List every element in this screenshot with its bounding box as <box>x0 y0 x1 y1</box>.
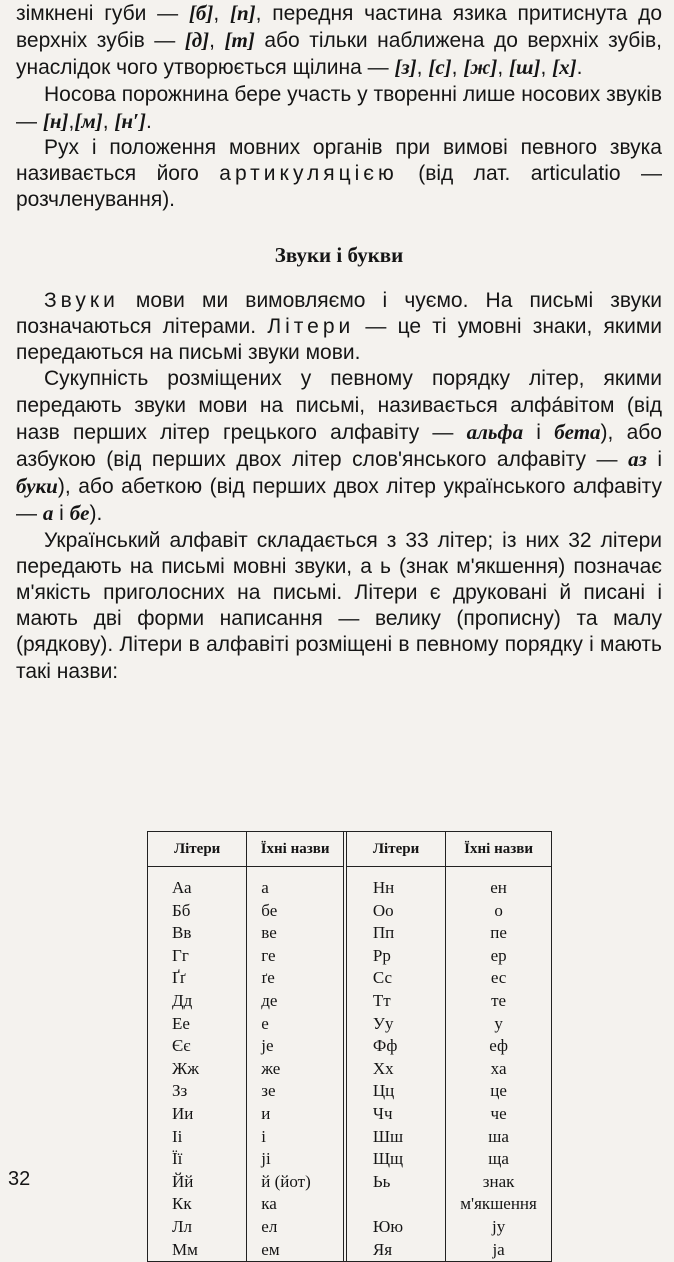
letter-cell: Кк <box>172 1194 192 1214</box>
italic-word: бета <box>554 419 601 444</box>
paragraph-alphabet-definition <box>16 366 662 527</box>
header-names: Їхні назви <box>247 832 345 867</box>
sound-symbol: [д] <box>184 28 210 53</box>
paragraph-nasal-sounds <box>16 82 662 135</box>
letter-cell: Ее <box>172 1013 190 1033</box>
name-cell: jа <box>446 1239 551 1262</box>
spaced-term: Літери <box>267 315 355 339</box>
name-cell: ха <box>446 1058 551 1081</box>
body-text <box>16 0 662 685</box>
sound-symbol: [с] <box>428 55 452 80</box>
name-cell: те <box>446 990 551 1013</box>
letter-cell: Дд <box>172 990 193 1010</box>
letter-cell: Тт <box>345 990 446 1013</box>
name-cell: ге <box>247 945 345 968</box>
text-run: або тільки наближена до верхніх зубів, унаслідок чого утворюється щілина — <box>16 29 662 80</box>
table-row <box>148 1148 551 1171</box>
name-cell: jу <box>446 1216 551 1239</box>
table-row <box>148 1103 551 1126</box>
name-cell: и <box>247 1103 345 1126</box>
sound-symbol: [н] <box>42 108 69 133</box>
name-cell: пе <box>446 922 551 945</box>
text-run: , <box>416 56 429 80</box>
table-row <box>148 1013 551 1036</box>
paragraph-ukrainian-alphabet: Український алфавіт складається з 33 літер; із них 32 літери передають на письмі мовні звуки, а ь (знак м'якшення) позначає м'якість приголосних на письмі. Літери є друковані й писані і мають дві форми написання — велику (прописну) та малу (рядкову). Літери в алфавіті розміщені в певному порядку і мають такі назви: <box>16 528 662 683</box>
name-cell: je <box>247 1035 345 1058</box>
section-heading: Звуки і букви <box>274 242 404 267</box>
text-run: , <box>68 109 75 133</box>
name-cell: бе <box>247 900 345 923</box>
text-run: , <box>102 109 115 133</box>
name-cell: й (йот) <box>247 1171 345 1194</box>
name-cell: і <box>247 1126 345 1149</box>
text-run: ), або азбукою (від перших двох літер слов'янського алфавіту — <box>16 420 662 472</box>
table-row <box>148 1035 551 1058</box>
text-run: мови ми вимовляємо і чуємо. На письмі звуки позначаються літерами. <box>16 288 662 339</box>
table-row <box>148 945 551 968</box>
letter-cell: Єє <box>172 1036 191 1056</box>
letter-cell: Сс <box>345 967 446 990</box>
sound-symbol: [б] <box>188 1 214 25</box>
italic-word: бе <box>69 501 90 526</box>
name-cell: е <box>247 1013 345 1036</box>
name-cell: ща <box>446 1148 551 1171</box>
table-row <box>148 1171 551 1194</box>
table-row <box>148 1126 551 1149</box>
name-cell: ен <box>446 867 551 900</box>
sound-symbol: [п] <box>229 1 256 25</box>
paragraph-sounds-letters <box>16 288 662 367</box>
text-run: Сукупність розміщених у певному порядку літер, якими передають звуки мови на письмі, називається алфа́вітом (від назв перших літер грецького алфавіту — <box>16 367 662 444</box>
italic-word: а <box>42 501 54 526</box>
sound-symbol: [н′] <box>114 108 146 133</box>
table-body <box>148 867 551 1262</box>
table-row <box>148 1080 551 1103</box>
italic-word: буки <box>16 474 58 499</box>
letter-cell: Гг <box>172 945 189 965</box>
letter-cell: Мм <box>172 1239 198 1259</box>
letter-cell: Йй <box>172 1171 194 1191</box>
name-cell: знак <box>446 1171 551 1194</box>
name-cell: еф <box>446 1035 551 1058</box>
letter-cell: Аа <box>172 878 192 897</box>
spaced-term: Звуки <box>44 288 119 312</box>
name-cell: ка <box>247 1193 345 1216</box>
italic-word: альфа <box>466 419 524 444</box>
table-row <box>148 990 551 1013</box>
letter-cell: Жж <box>172 1058 199 1078</box>
table-row <box>148 922 551 945</box>
letter-cell: Нн <box>345 867 446 900</box>
alphabet-table <box>147 831 552 1262</box>
paragraph-articulation-definition <box>16 135 662 214</box>
spaced-term: артикуляцією <box>219 162 398 186</box>
table-row <box>148 867 551 900</box>
letter-cell: Бб <box>172 900 191 920</box>
letter-cell: Шш <box>345 1126 446 1149</box>
sound-symbol: [т] <box>224 28 255 53</box>
table-row <box>148 1216 551 1239</box>
letter-cell: Юю <box>345 1216 446 1239</box>
text-run: , <box>213 2 230 25</box>
header-letters: Літери <box>345 832 446 867</box>
text-run: — це ті умовні знаки, якими передаються на письмі звуки мови. <box>16 315 662 365</box>
text-run: , передня частина язика притиснута до верхніх зубів — <box>16 2 663 53</box>
name-cell: м'якшення <box>446 1193 551 1216</box>
name-cell: ша <box>446 1126 551 1149</box>
text-run: і <box>53 502 70 526</box>
name-cell: че <box>446 1103 551 1126</box>
table-header-row <box>148 832 551 867</box>
letter-cell: Пп <box>345 922 446 945</box>
text-run: , <box>497 56 509 80</box>
text-run: , <box>540 56 553 80</box>
text-run: і <box>523 420 555 444</box>
table-row <box>148 1193 551 1216</box>
sound-symbol: [ш] <box>508 55 541 80</box>
text-run: ), або абеткою (від перших двох літер українського алфавіту — <box>16 475 662 526</box>
name-cell: зе <box>247 1080 345 1103</box>
text-run: . <box>576 56 583 80</box>
name-cell: ґе <box>247 967 345 990</box>
letter-cell: Уу <box>345 1013 446 1036</box>
table-row <box>148 1058 551 1081</box>
letter-cell: Ґґ <box>172 968 186 988</box>
name-cell: а <box>247 867 345 900</box>
text-run: зімкнені губи — <box>16 2 189 25</box>
sound-symbol: [ж] <box>463 55 498 80</box>
letter-cell: Чч <box>345 1103 446 1126</box>
text-run: і <box>646 448 663 472</box>
letter-cell: Оо <box>345 900 446 923</box>
letter-cell: Зз <box>172 1081 188 1101</box>
letter-cell: Ьь <box>345 1171 446 1194</box>
sound-symbol: [х] <box>552 55 577 80</box>
header-names: Їхні назви <box>446 832 551 867</box>
text-run: Носова порожнина бере участь у творенні лише носових звуків — <box>16 82 662 133</box>
header-letters: Літери <box>148 832 247 867</box>
letter-cell <box>345 1193 446 1216</box>
text-run: Рух і положення мовних органів при вимові певного звука називається його <box>16 136 662 186</box>
text-run: . <box>145 109 152 133</box>
letter-cell: Цц <box>345 1080 446 1103</box>
text-run: , <box>451 56 464 80</box>
table-row <box>148 900 551 923</box>
name-cell: це <box>446 1080 551 1103</box>
letter-cell: Іі <box>172 1126 183 1146</box>
name-cell: же <box>247 1058 345 1081</box>
text-run: ). <box>89 502 103 526</box>
sound-symbol: [м] <box>74 108 103 133</box>
letter-cell: Її <box>172 1149 183 1169</box>
letter-cell: Яя <box>345 1239 446 1262</box>
sound-symbol: [з] <box>394 55 417 80</box>
paragraph-articulation-places <box>16 0 662 82</box>
name-cell: ем <box>247 1239 345 1262</box>
letter-cell: Вв <box>172 923 192 943</box>
name-cell: ер <box>446 945 551 968</box>
name-cell: jі <box>247 1148 345 1171</box>
table-row <box>148 967 551 990</box>
italic-word: аз <box>628 447 647 472</box>
letter-cell: Фф <box>345 1035 446 1058</box>
name-cell: ес <box>446 967 551 990</box>
letter-cell: Рр <box>345 945 446 968</box>
name-cell: ел <box>247 1216 345 1239</box>
letter-cell: Хх <box>345 1058 446 1081</box>
letter-cell: Щщ <box>345 1148 446 1171</box>
name-cell: ве <box>247 922 345 945</box>
text-run: , <box>209 29 225 53</box>
name-cell: у <box>446 1013 551 1036</box>
table-row <box>148 1239 551 1262</box>
name-cell: о <box>446 900 551 923</box>
name-cell: де <box>247 990 345 1013</box>
letter-cell: Ии <box>172 1103 194 1123</box>
letter-cell: Лл <box>172 1216 193 1236</box>
page-number: 32 <box>8 1168 31 1190</box>
text-run: (від лат. articulatio — розчленування). <box>16 162 662 212</box>
